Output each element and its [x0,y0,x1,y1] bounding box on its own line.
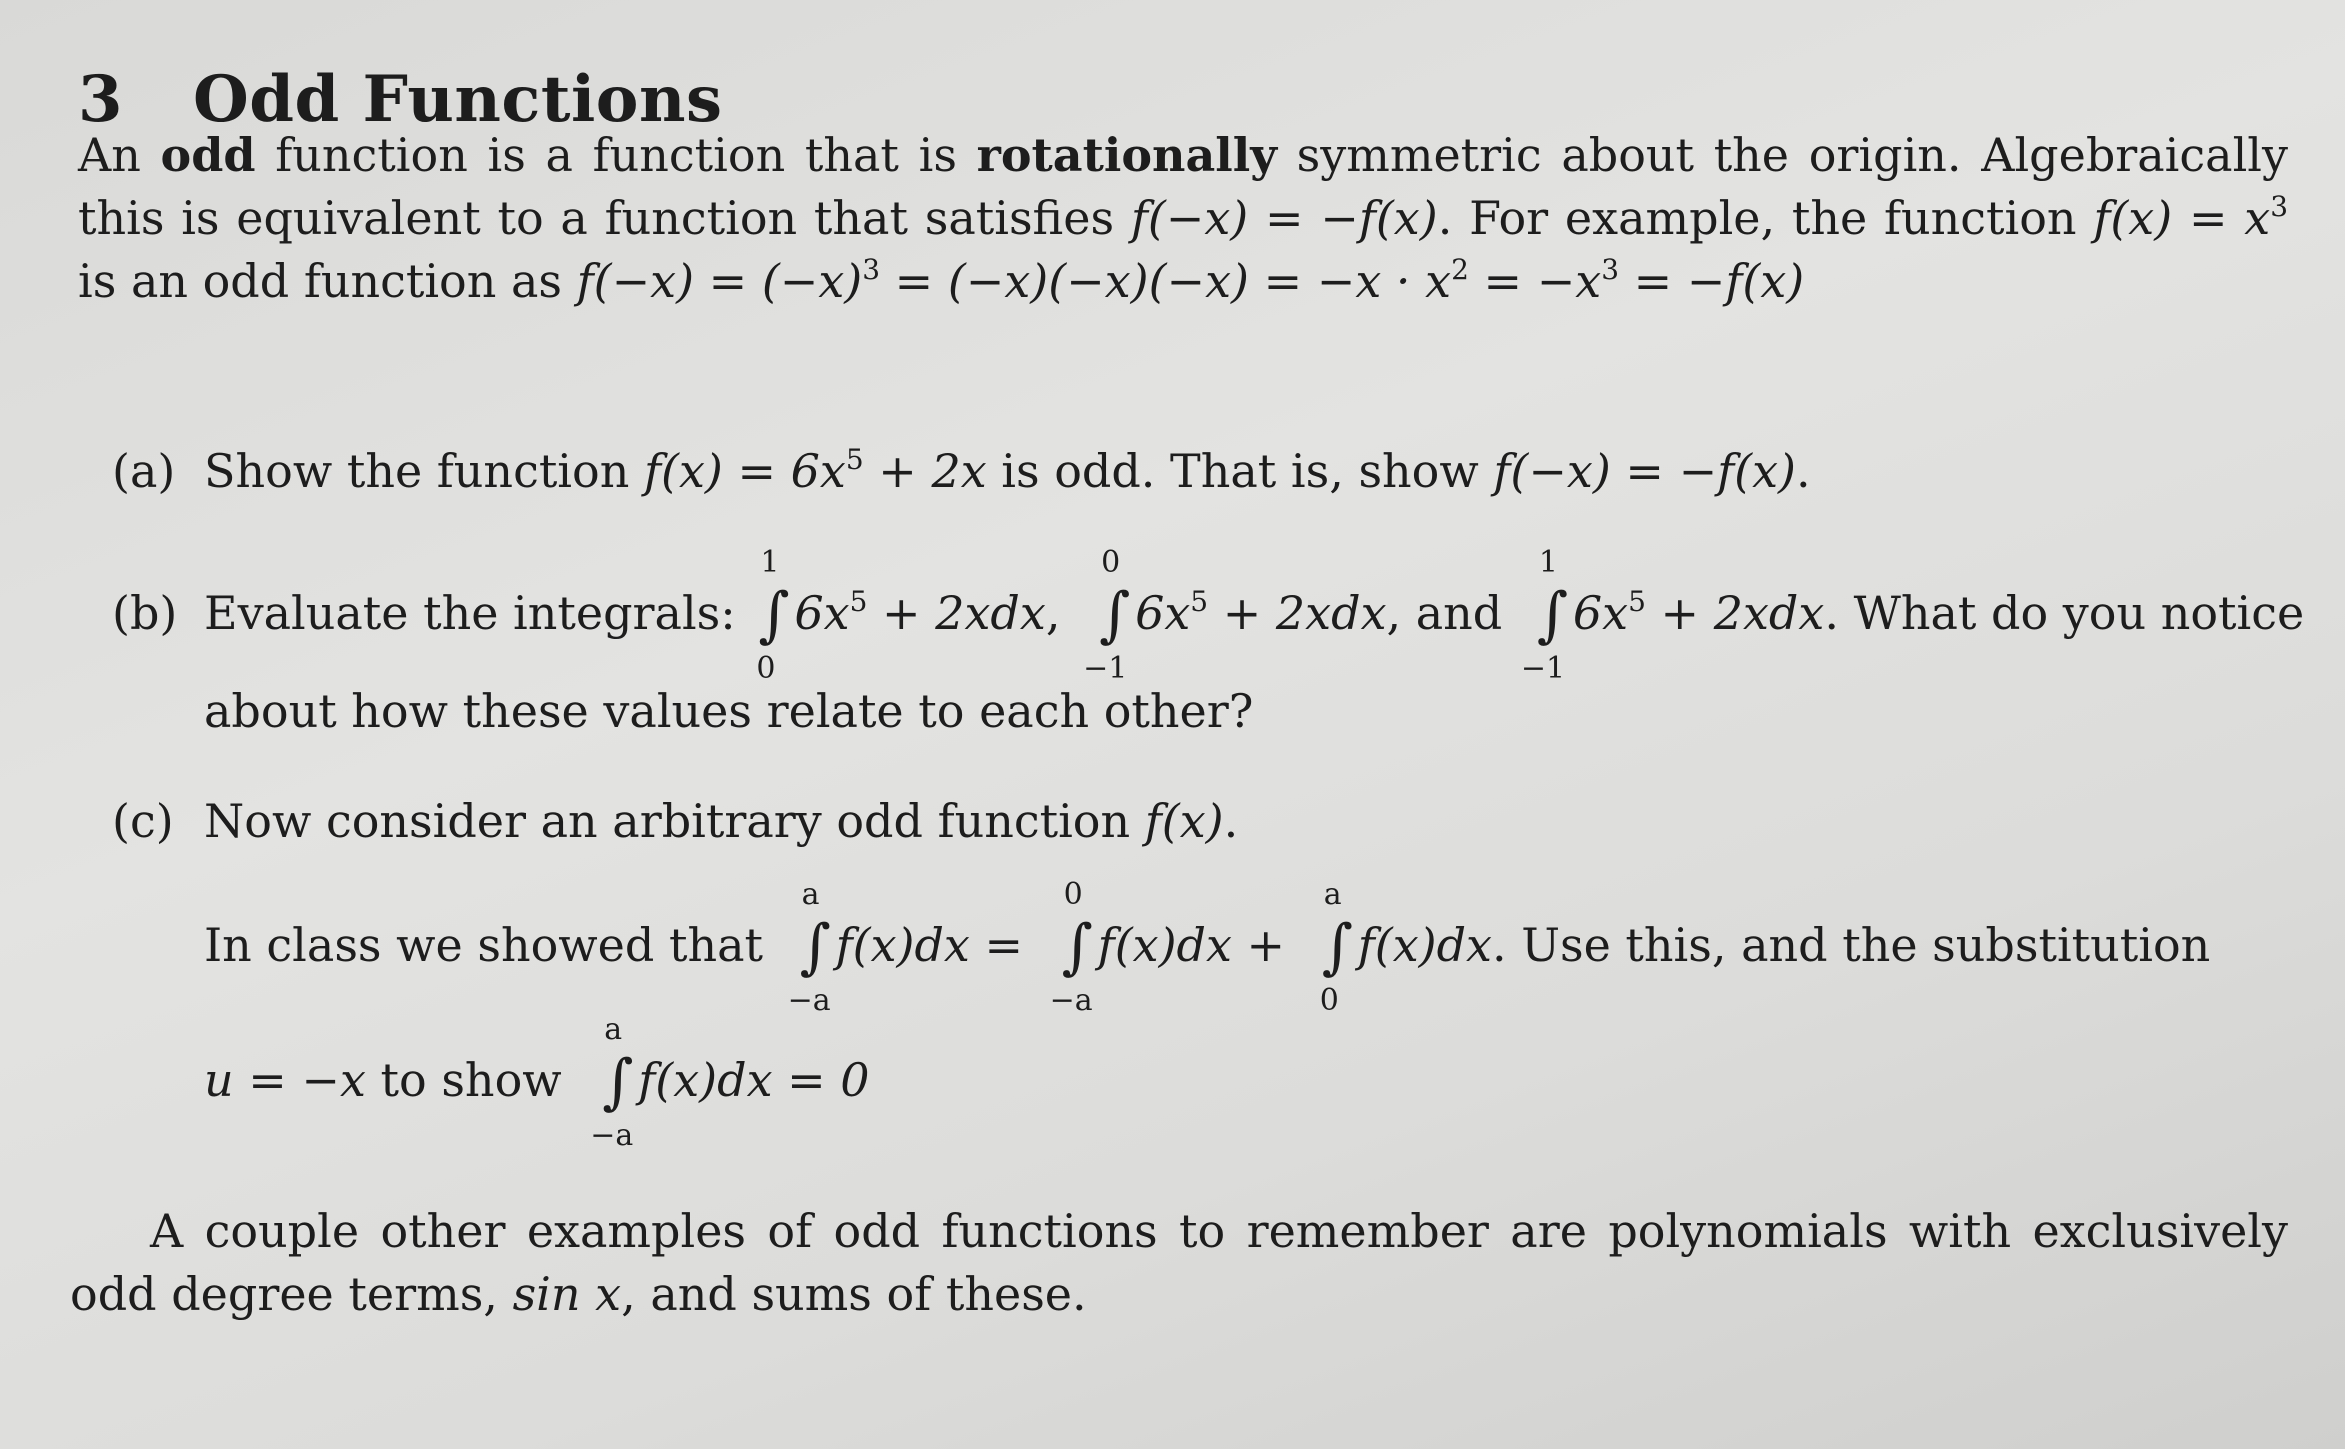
part-b-text: , and [1386,586,1503,640]
integral-upper-limit: 1 [760,545,780,580]
intro-text: . For example, the function [1437,191,2094,245]
intro-math: = −f(x) [1619,254,1805,308]
intro-text: An [78,128,161,182]
part-a-math: f(−x) = −f(x) [1493,444,1796,498]
integral-sign: a ∫ −a [590,1012,634,1153]
part-a-text: . [1795,444,1811,498]
integral-lower-limit: −a [590,1118,634,1153]
part-a [112,440,2292,503]
integrand: + 2xdx [867,586,1046,640]
part-c-math: f(x) [1144,794,1224,848]
section-title: Odd Functions [193,62,723,137]
intro-exponent: 3 [2270,190,2289,223]
part-a-text: Show the function [204,444,644,498]
intro-bold-odd: odd [160,128,256,182]
intro-text: function is a function that is [255,128,977,182]
outro-math: sin x [512,1267,622,1321]
integral-upper-limit: 0 [1063,877,1083,912]
part-a-math: f(x) = 6x [643,444,846,498]
outro-text: A couple other examples of odd functions to remember are polynomials with exclusively odd degree terms, [70,1204,2288,1321]
part-a-math: + 2x [863,444,987,498]
integrand: 6x [1135,586,1191,640]
integral-upper-limit: a [801,877,820,912]
integral-upper-limit: 0 [1101,545,1121,580]
part-b-text: . What do you notice [1824,586,2305,640]
intro-math: = (−x)(−x)(−x) = −x · x [880,254,1452,308]
integrand: f(x)dx = [835,918,1024,972]
integrand: f(x)dx [1357,918,1492,972]
part-b-text: Evaluate the integrals: [204,586,736,640]
part-a-exponent: 5 [845,443,864,476]
integral-upper-limit: a [1323,877,1342,912]
integrand: f(x)dx + [1097,918,1286,972]
integrand: + 2xdx [1208,586,1387,640]
part-c-text: Now consider an arbitrary odd function [204,794,1145,848]
part-b-text: , [1045,586,1061,640]
intro-exponent: 2 [1451,253,1469,286]
part-c [112,790,2292,853]
part-c-line2 [204,877,2211,1018]
integrand: + 2xdx [1645,586,1825,640]
integrand-exponent: 5 [1190,585,1209,618]
integrand-exponent: 5 [849,585,868,618]
part-c-math: u = −x [204,1053,366,1107]
part-c-text: to show [365,1053,562,1107]
integral-sign: 0 ∫ −1 [1083,545,1131,686]
integral-lower-limit: −1 [1083,651,1128,686]
part-b-line1 [112,545,2305,686]
intro-paragraph [78,124,2288,313]
intro-exponent: 3 [862,253,881,286]
part-c-text: . Use this, and the substitution [1491,918,2211,972]
intro-text: symmetric about the origin. Algebraically this is equivalent to a function that satisfies [78,128,2288,245]
integral-lower-limit: −a [1049,983,1093,1018]
intro-math: f(−x) = −f(x) [1130,191,1438,245]
integral-upper-limit: a [604,1012,623,1047]
integral-lower-limit: −a [787,983,831,1018]
part-b-line2: about how these values relate to each other? [204,684,1254,738]
intro-math: f(−x) = (−x) [576,254,863,308]
integral-sign: 1 ∫ 0 [756,545,790,686]
part-c-text: . [1223,794,1239,848]
integral-lower-limit: 0 [756,651,776,686]
part-c-text: In class we showed that [204,918,763,972]
integrand: 6x [1572,586,1629,640]
integral-lower-limit: −1 [1520,651,1566,686]
section-number: 3 [78,62,124,137]
integrand: f(x)dx = 0 [638,1053,870,1107]
intro-math: = −x [1468,254,1602,308]
part-a-label: (a) [112,444,176,498]
integral-upper-limit: 1 [1538,545,1558,580]
intro-exponent: 3 [1601,253,1620,286]
intro-bold-rotationally: rotationally [976,128,1277,182]
intro-text: is an odd function as [78,254,577,308]
closing-paragraph [70,1200,2288,1326]
outro-text: , and sums of these. [621,1267,1087,1321]
integral-lower-limit: 0 [1319,983,1339,1018]
part-a-text: is odd. That is, show [986,444,1494,498]
integrand-exponent: 5 [1628,585,1646,618]
integrand: 6x [794,586,850,640]
integral-sign: 0 ∫ −a [1049,877,1093,1018]
part-c-line3 [204,1012,870,1153]
part-c-label: (c) [112,794,174,848]
intro-math: f(x) = x [2093,191,2271,245]
integral-sign: a ∫ 0 [1319,877,1353,1018]
part-b-label: (b) [112,586,178,640]
integral-sign: a ∫ −a [787,877,831,1018]
integral-sign: 1 ∫ −1 [1520,545,1569,686]
